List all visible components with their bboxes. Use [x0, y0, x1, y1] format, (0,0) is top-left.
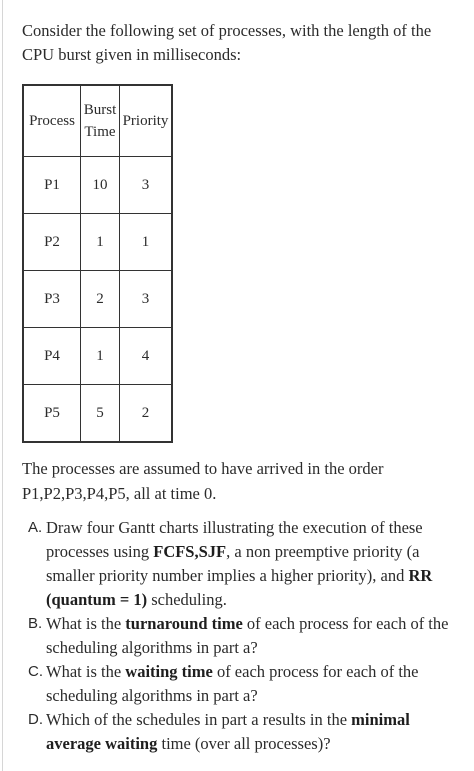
question-bold: FCFS,SJF [153, 542, 227, 561]
table-row [23, 214, 172, 271]
cell-burst: 5 [81, 385, 120, 443]
table-row [23, 385, 172, 443]
cell-process: P3 [23, 271, 81, 328]
cell-priority: 1 [120, 214, 173, 271]
question-bold: waiting time [125, 662, 213, 681]
question-marker: A. [28, 519, 43, 536]
question-bold: minimal average waiting [46, 710, 410, 753]
question-text: Which of the schedules in part a results in the [46, 710, 352, 729]
header-burst-time [81, 85, 120, 157]
cell-process: P4 [23, 328, 81, 385]
question-marker: C. [28, 663, 43, 680]
table-row [23, 157, 172, 214]
question-text: What is the [46, 662, 126, 681]
question-text: of each process for each of the scheduling algorithms in part a? [46, 614, 449, 657]
table-header-row [23, 85, 172, 157]
process-table [22, 84, 173, 443]
question-marker: B. [28, 615, 43, 632]
question-bold: RR (quantum = 1) [46, 566, 433, 609]
question-text: time (over all processes)? [157, 734, 331, 753]
intro-text: Consider the following set of processes, with the length of the CPU burst given in milliseconds: [22, 21, 432, 64]
left-border [2, 0, 3, 771]
cell-burst: 1 [81, 214, 120, 271]
question-bold: turnaround time [125, 614, 243, 633]
cell-process: P1 [23, 157, 81, 214]
cell-process: P5 [23, 385, 81, 443]
cell-priority: 3 [120, 271, 173, 328]
question-b [22, 612, 462, 660]
question-list [22, 516, 462, 756]
question-text: , a non preemptive priority (a smaller priority number implies a higher priority), and [46, 542, 420, 585]
question-marker: D. [28, 711, 43, 728]
cell-process: P2 [23, 214, 81, 271]
header-burst: Burst [83, 102, 117, 118]
table-row [23, 328, 172, 385]
question-text: Draw four Gantt charts illustrating the execution of these processes using [46, 518, 423, 561]
cell-priority: 3 [120, 157, 173, 214]
cell-burst: 10 [81, 157, 120, 214]
arrival-text: The processes are assumed to have arrived in the order P1,P2,P3,P4,P5, all at time 0. [22, 459, 384, 503]
question-text: What is the [46, 614, 126, 633]
header-time: Time [84, 124, 116, 140]
question-c [22, 660, 462, 708]
question-text: scheduling. [147, 590, 227, 609]
header-priority: Priority [120, 85, 173, 157]
cell-priority: 2 [120, 385, 173, 443]
table-row [23, 271, 172, 328]
header-process: Process [23, 85, 81, 157]
question-text: of each process for each of the scheduling algorithms in part a? [46, 662, 419, 705]
cell-burst: 2 [81, 271, 120, 328]
cell-burst: 1 [81, 328, 120, 385]
question-d [22, 708, 462, 756]
question-a [22, 516, 462, 612]
cell-priority: 4 [120, 328, 173, 385]
